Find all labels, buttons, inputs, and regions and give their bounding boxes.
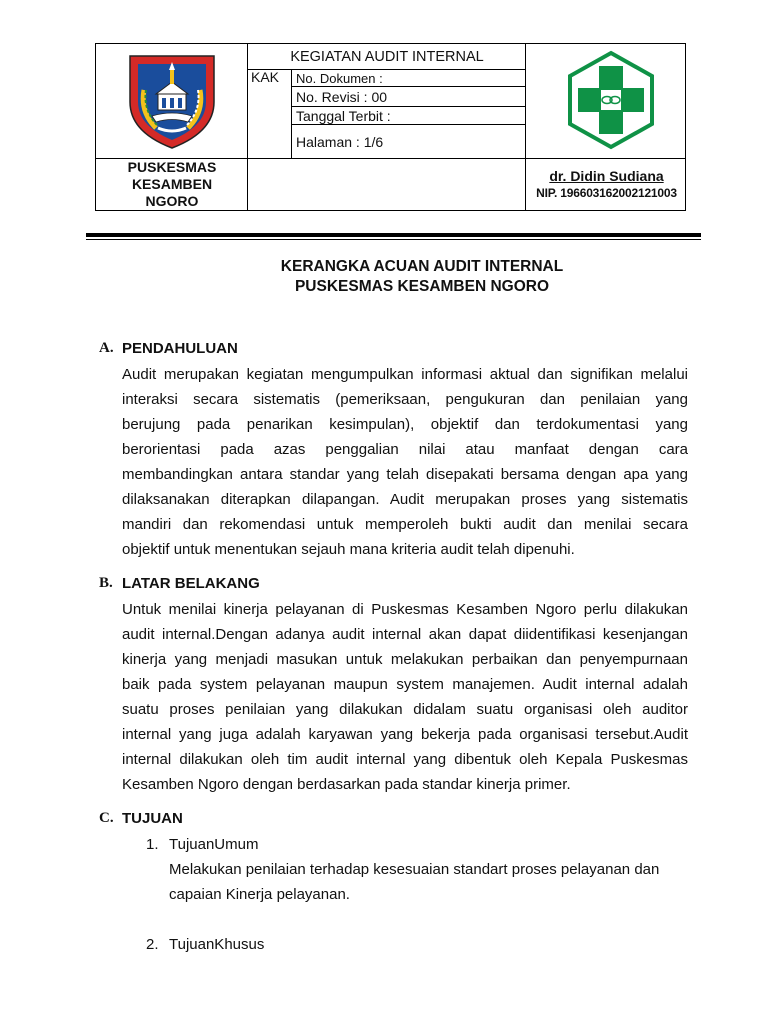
header-separator-rule: [86, 233, 701, 237]
list-item-heading: TujuanKhusus: [169, 936, 265, 953]
section-paragraph: [122, 362, 688, 562]
paragraph-line: interaksi secara sistematis (pemeriksaan, pengukuran dan penilaian yang: [122, 391, 688, 408]
paragraph-line: dilaksanakan diterapkan dilapangan. Audit merupakan proses yang sistematis: [122, 491, 688, 508]
revision-number-field: No. Revisi : 00: [296, 89, 388, 105]
section-letter: C.: [99, 810, 114, 826]
paragraph-line: Untuk menilai kinerja pelayanan di Puskesmas Kesamben Ngoro perlu dilakukan: [122, 601, 688, 618]
header-title: KEGIATAN AUDIT INTERNAL: [290, 49, 484, 65]
organization-name-line: NGORO: [145, 193, 199, 209]
document-type-label: KAK: [251, 69, 280, 85]
header-divider: [291, 69, 292, 158]
list-item-heading: TujuanUmum: [169, 836, 259, 853]
list-item-number: 1.: [146, 836, 159, 853]
puskesmas-cross-logo: [561, 50, 661, 150]
paragraph-line: Melakukan penilaian terhadap kesesuaian standart proses pelayanan dan: [169, 861, 660, 878]
document-header-table: [95, 43, 686, 211]
paragraph-line: internal dilakukan oleh tim audit internal yang dibentuk oleh Kepala Puskesmas: [122, 751, 688, 768]
paragraph-line: kinerja yang menjadi masukan untuk melakukan perbaikan dan penyempurnaan: [122, 651, 688, 668]
paragraph-line: membandingkan antara standar yang telah disepakati bersama dengan apa yang: [122, 466, 688, 483]
list-item-paragraph: [169, 857, 689, 907]
organization-name-line: PUSKESMAS: [127, 159, 217, 175]
issue-date-field: Tanggal Terbit :: [296, 108, 391, 124]
paragraph-line: Kesamben Ngoro dengan berdasarkan pada standar kinerja primer.: [122, 776, 571, 793]
paragraph-line: internal yang juga adalah karyawan yang bekerja pada organisasi tersebut.Audit: [122, 726, 688, 743]
document-number-field: No. Dokumen :: [296, 71, 383, 86]
paragraph-line: berorientasi pada azas penggalian nilai atau manfaat dengan cara: [122, 441, 688, 458]
paragraph-line: capaian Kinerja pelayanan.: [169, 886, 350, 903]
paragraph-line: berujung pada penarikan kesimpulan), objektif dan terdokumentasi yang: [122, 416, 688, 433]
regency-emblem-logo: [126, 50, 218, 150]
section-paragraph: [122, 597, 688, 797]
paragraph-line: mandiri dan rekomendasi untuk memperoleh bukti audit dan menilai secara: [122, 516, 688, 533]
page-number-field: Halaman : 1/6: [296, 134, 384, 150]
paragraph-line: suatu proses penilaian yang dilakukan didalam suatu organisasi oleh auditor: [122, 701, 688, 718]
paragraph-line: Audit merupakan kegiatan mengumpulkan informasi aktual dan signifikan melalui: [122, 366, 688, 383]
paragraph-line: audit internal.Dengan adanya audit internal akan dapat diidentifikasi kesenjangan: [122, 626, 688, 643]
signer-nip: NIP. 196603162002121003: [536, 186, 677, 200]
organization-name-line: KESAMBEN: [131, 176, 213, 192]
section-letter: A.: [99, 340, 114, 356]
section-heading: LATAR BELAKANG: [122, 575, 260, 592]
section-heading: PENDAHULUAN: [122, 340, 238, 357]
document-subtitle: PUSKESMAS KESAMBEN NGORO: [294, 278, 550, 295]
paragraph-line: baik pada system pelayanan maupun system manajemen. Audit internal adalah: [122, 676, 688, 693]
list-item-number: 2.: [146, 936, 159, 953]
header-divider: [247, 69, 525, 70]
section-letter: B.: [99, 575, 113, 591]
signer-name: dr. Didin Sudiana: [549, 168, 664, 184]
header-separator-rule: [86, 239, 701, 240]
organization-name: [96, 159, 248, 210]
section-heading: TUJUAN: [122, 810, 183, 827]
document-title: KERANGKA ACUAN AUDIT INTERNAL: [280, 258, 564, 275]
paragraph-line: objektif untuk menentukan sejauh mana kriteria audit telah dipenuhi.: [122, 541, 575, 558]
